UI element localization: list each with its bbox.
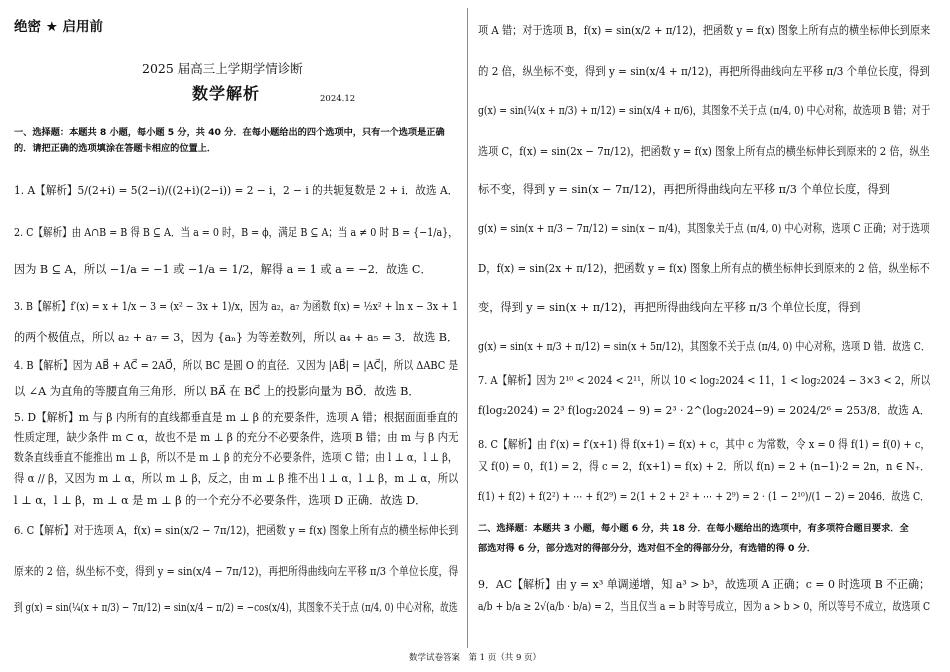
text-line: 到 g(x) = sin(¼(x + π/3) − 7π/12) = sin(x/4 − π/2) = −cos(x/4)，其图象不关于点 (π/4, 0) 中心对称，故选 bbox=[14, 601, 458, 614]
text-line: 3. B【解析】f′(x) = x + 1/x − 3 = (x² − 3x + 1)/x，因为 a₂，a₇ 为函数 f(x) = ½x² + ln x − 3x + 1 bbox=[14, 300, 458, 313]
text-line: 8. C【解析】由 f′(x) = f′(x+1) 得 f(x+1) = f(x) + c，其中 c 为常数，令 x = 0 得 f(1) = f(0) + c， bbox=[478, 438, 931, 451]
text-line: 标不变，得到 y = sin(x − 7π/12)，再把所得曲线向左平移 π/3 个单位长度，得到 bbox=[478, 183, 890, 196]
page-title: 数学解析 bbox=[192, 84, 261, 103]
text-line: g(x) = sin(x + π/3 + π/12) = sin(x + 5π/12)，其图象不关于点 (π/4, 0) 中心对称，选项 D 错．故选 C． bbox=[478, 340, 931, 353]
text-line: 以 ∠A 为直角的等腰直角三角形．所以 BA⃗ 在 BC⃗ 上的投影向量为 BO⃗．故选 B． bbox=[14, 385, 420, 398]
text-line: 原来的 2 倍，纵坐标不变，得到 y = sin(x/4 − 7π/12)，再把所得曲线向左平移 π/3 个单位长度，得 bbox=[14, 565, 459, 578]
text-line: 选项 C，f(x) = sin(2x − 7π/12)，把函数 y = f(x) 图象上所有点的横坐标伸长到原来的 2 倍，纵坐 bbox=[478, 145, 930, 158]
text-line: f(log₂2024) = 2³ f(log₂2024 − 9) = 2³ · 2^(log₂2024−9) = 2024/2⁶ = 253/8．故选 A． bbox=[478, 404, 931, 417]
text-line: 9．AC【解析】由 y = x³ 单调递增，知 a³ > b³，故选项 A 正确；c = 0 时选项 B 不正确； bbox=[478, 578, 930, 591]
text-line: l ⊥ α，l ⊥ β，m ⊥ α 是 m ⊥ β 的一个充分不必要条件，选项 D 正确．故选 D． bbox=[14, 494, 427, 507]
text-line: a/b + b/a ≥ 2√(a/b · b/a) = 2，当且仅当 a = b 时等号成立，因为 a > b > 0，所以等号不成立，故选项 C bbox=[478, 600, 931, 613]
text-line: 的．请把正确的选项填涂在答题卡相应的位置上． bbox=[14, 143, 217, 154]
exam-date: 2024.12 bbox=[320, 94, 356, 104]
text-line: 变，得到 y = sin(x + π/12)，再把所得曲线向左平移 π/3 个单位长度，得到 bbox=[478, 301, 861, 314]
text-line: 的 2 倍，纵坐标不变，得到 y = sin(x/4 + π/12)，再把所得曲线向左平移 π/3 个单位长度，得到 bbox=[478, 65, 930, 78]
text-line: 一、选择题：本题共 8 小题，每小题 5 分，共 40 分．在每小题给出的四个选项中，只有一个选项是正确 bbox=[14, 127, 445, 138]
text-line: 2. C【解析】由 A∩B = B 得 B ⊆ A．当 a = 0 时，B = ϕ，满足 B ⊆ A；当 a ≠ 0 时 B = {−1/a}， bbox=[14, 226, 458, 239]
exam-name: 2025 届高三上学期学情诊断 bbox=[142, 61, 303, 76]
text-line: 二、选择题：本题共 3 小题，每小题 6 分，共 18 分．在每小题给出的选项中，有多项符合题目要求．全 bbox=[478, 523, 909, 534]
text-line: g(x) = sin(¼(x + π/3) + π/12) = sin(x/4 + π/6)，其图象不关于点 (π/4, 0) 中心对称，故选项 B 错；对于 bbox=[478, 104, 931, 117]
text-line: 得 α // β，又因为 m ⊥ α，所以 m ⊥ β，反之，由 m ⊥ β 推不出 l ⊥ α，l ⊥ β，m ⊥ α，所以 bbox=[14, 472, 459, 485]
page-footer: 数学试卷答案 第 1 页（共 9 页） bbox=[408, 653, 542, 663]
text-line: 4. B【解析】因为 AB⃗ + AC⃗ = 2AO⃗，所以 BC 是圆 O 的直径．又因为 |AB⃗| = |AC⃗|，所以 ΔABC 是 bbox=[14, 359, 459, 372]
confidential-label: 绝密 ★ 启用前 bbox=[14, 19, 104, 35]
text-line: 5. D【解析】m 与 β 内所有的直线都垂直是 m ⊥ β 的充要条件，选项 A 错；根据面面垂直的 bbox=[14, 411, 459, 424]
text-line: 项 A 错；对于选项 B，f(x) = sin(x/2 + π/12)，把函数 y = f(x) 图象上所有点的横坐标伸长到原来 bbox=[478, 24, 931, 37]
text-line: D，f(x) = sin(2x + π/12)，把函数 y = f(x) 图象上所有点的横坐标伸长到原来的 2 倍，纵坐标不 bbox=[478, 262, 930, 275]
text-line: 因为 B ⊆ A，所以 −1/a = −1 或 −1/a = 1/2，解得 a = 1 或 a = −2．故选 C． bbox=[14, 263, 432, 276]
text-line: 的两个极值点，所以 a₂ + a₇ = 3，因为 {aₙ} 为等差数列，所以 a₄ + a₅ = 3．故选 B． bbox=[14, 331, 459, 344]
text-line: 性质定理，缺少条件 m ⊂ α，故也不是 m ⊥ β 的充分不必要条件，选项 B 错；由 m 与 β 内无 bbox=[14, 431, 459, 444]
text-line: 部选对得 6 分，部分选对的得部分分，选对但不全的得部分分，有选错的得 0 分． bbox=[478, 543, 816, 554]
text-line: 1. A【解析】5/(2+i) = 5(2−i)/((2+i)(2−i)) = 2 − i，2 − i 的共轭复数是 2 + i．故选 A． bbox=[14, 184, 459, 197]
text-line: 7. A【解析】因为 2¹⁰ < 2024 < 2¹¹，所以 10 < log₂2024 < 11，1 < log₂2024 − 3×3 < 2，所以 bbox=[478, 374, 931, 387]
text-line: f(1) + f(2) + f(2²) + ⋯ + f(2⁹) = 2(1 + 2 + 2² + ⋯ + 2⁹) = 2 · (1 − 2¹⁰)/(1 − 2) = 2046．故选 C． bbox=[478, 490, 930, 503]
text-line: 又 f(0) = 0，f(1) = 2，得 c = 2，f(x+1) = f(x) + 2．所以 f(n) = 2 + (n−1)·2 = 2n，n ∈ N₊． bbox=[478, 460, 931, 473]
text-line: g(x) = sin(x + π/3 − 7π/12) = sin(x − π/4)，其图象关于点 (π/4, 0) 中心对称，选项 C 正确；对于选项 bbox=[478, 222, 930, 235]
text-line: 数条直线垂直不能推出 m ⊥ β，所以不是 m ⊥ β 的充分不必要条件，选项 C 错；由 l ⊥ α，l ⊥ β， bbox=[14, 451, 458, 464]
column-divider bbox=[467, 8, 468, 648]
text-line: 6. C【解析】对于选项 A，f(x) = sin(x/2 − 7π/12)，把函数 y = f(x) 图象上所有点的横坐标伸长到 bbox=[14, 524, 459, 537]
